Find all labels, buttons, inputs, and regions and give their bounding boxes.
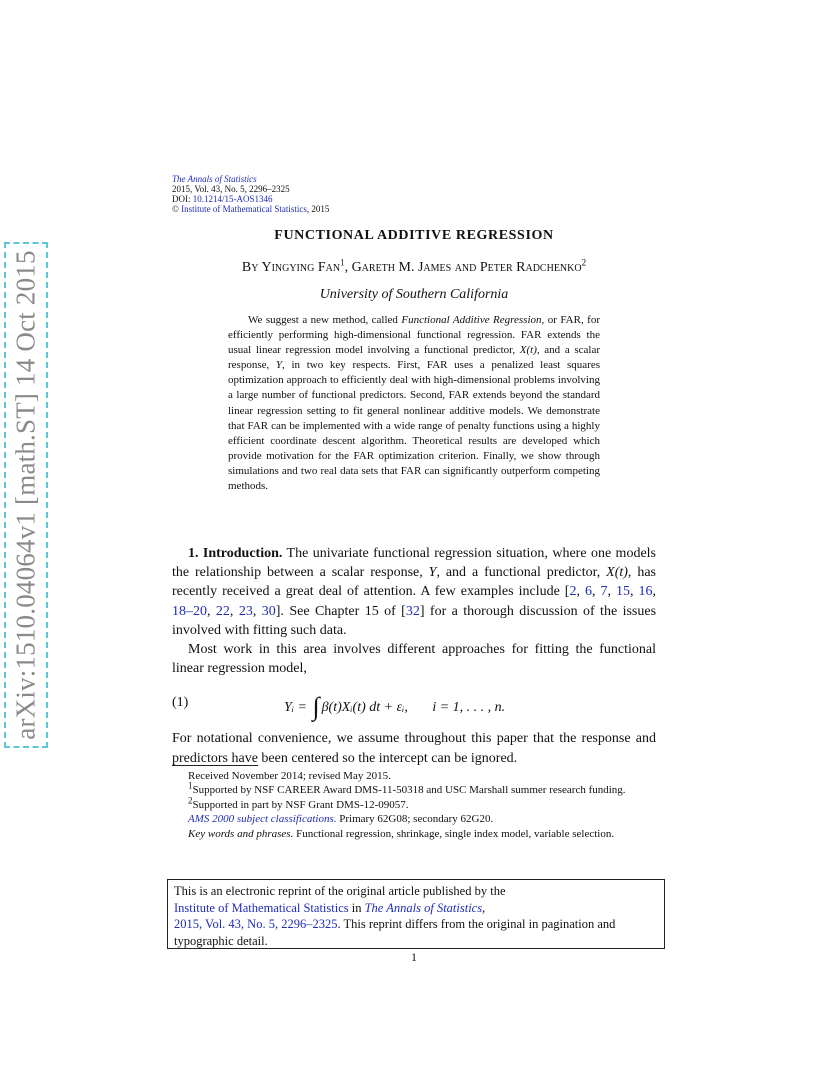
footnotes [172, 769, 656, 841]
intro-paragraph-2: Most work in this area involves different approaches for fitting the functional linear regression model, [172, 642, 656, 677]
footnote-1-mark: 1 [188, 780, 193, 791]
journal-name-link[interactable]: The Annals of Statistics [172, 174, 257, 184]
journal-volume: 2015, Vol. 43, No. 5, 2296–2325 [172, 184, 290, 194]
intro-text: , and a functional predictor, [436, 565, 607, 581]
arxiv-stamp [4, 242, 48, 748]
integral-sign: ∫ [312, 692, 320, 722]
footnote-mark-2: 2 [581, 257, 587, 268]
introduction-section: 1. Introduction. The univariate functional regression situation, where one models the relationship between a scalar response, Y, and a functional predictor, X(t), has recently received a great deal of attention. A few examples include [2, 6, 7, 15, 16, 18–20, 22, 23, 30]. See Chapter 15 of [32] for a thorough discussion of the issues involved with fitting such data. Most work in this area involves different approaches for fitting the functional linear regression model, (1) Yᵢ = ∫ β(t)Xᵢ(t) dt + εᵢ, i = 1, . . . , n. For notational convenience, we assume throughout this paper that the response and predictors have been centered so the intercept can be ignored. [172, 544, 656, 768]
footnote-2-text: Supported in part by NSF Grant DMS-12-09057. [192, 798, 409, 811]
footnote-2-mark: 2 [188, 795, 193, 806]
ams-classification-text: Primary 62G08; secondary 62G20. [336, 813, 494, 826]
author-line [0, 257, 828, 276]
annals-link[interactable]: The Annals of Statistics [364, 900, 483, 915]
abstract-math-xt: X(t) [519, 344, 537, 357]
publisher-link[interactable]: Institute of Mathematical Statistics [181, 204, 307, 214]
paper-title: FUNCTIONAL ADDITIVE REGRESSION [274, 228, 554, 243]
author-fan: Yingying Fan [261, 260, 341, 275]
citation-link[interactable]: 32 [405, 603, 420, 619]
citation-link[interactable]: 16 [638, 584, 653, 600]
intro-paragraph-3: For notational convenience, we assume throughout this paper that the response and predictors have been centered so the intercept can be ignored. [172, 731, 656, 766]
equation-rhs: β(t)Xᵢ(t) dt + εᵢ, [321, 700, 408, 716]
math-xt: X(t) [606, 565, 628, 581]
abstract-math-y: Y [275, 359, 283, 372]
abstract-text: We suggest a new method, called [248, 314, 402, 326]
math-y: Y [428, 565, 437, 581]
citation-link[interactable]: 18–20 [172, 603, 207, 619]
equation-lhs: Yᵢ = [284, 700, 311, 716]
volume-link[interactable]: 2015, Vol. 43, No. 5, 2296–2325 [174, 917, 338, 931]
equation-index-range: i = 1, . . . , n. [432, 700, 506, 716]
citation-link[interactable]: 30 [261, 603, 276, 619]
reprint-notice [167, 879, 665, 949]
keywords-label: Key words and phrases. [188, 827, 294, 840]
citation-link[interactable]: 23 [238, 603, 253, 619]
intro-text: ]. See Chapter 15 of [ [275, 603, 406, 619]
by-label: By [241, 260, 262, 275]
intro-text: The univariate functional regression situation, where one models the relationship between a scalar response, [172, 546, 656, 581]
abstract-text: , in two key respects. First, FAR uses a penalized least squares optimization approach to efficiently deal with high-dimensional problems involving a large number of functional predictors. Second, FAR extends beyond the standard linear regression setting to fit general nonlinear additive models. We demonstrate that FAR can be implemented with a wide range of penalty functions using a highly efficient coordinate descent algorithm. Theoretical results are developed which provide motivation for the FAR optimization criterion. Finally, we show through simulations and two real data sets that FAR can significantly outperform competing methods. [228, 359, 600, 493]
citation-link[interactable]: 22 [215, 603, 230, 619]
citation-link[interactable]: 7 [600, 584, 608, 600]
page-number: 1 [411, 950, 417, 964]
intro-text: ] for a thorough discussion of the issues involved with fitting such data. [172, 603, 657, 638]
copyright-year: , 2015 [306, 204, 330, 214]
received-date: Received November 2014; revised May 2015. [188, 770, 391, 782]
and-label: and [451, 260, 480, 275]
affiliation: University of Southern California [319, 287, 509, 302]
abstract-text: , and a scalar response, [228, 344, 600, 372]
equation-number: (1) [172, 695, 189, 711]
ims-link[interactable]: Institute of Mathematical Statistics [174, 900, 349, 915]
citation-link[interactable]: 2 [569, 584, 577, 600]
reprint-text: in [348, 900, 365, 915]
doi-link[interactable]: 10.1214/15-AOS1346 [192, 194, 273, 204]
citation-link[interactable]: 15 [616, 584, 631, 600]
reprint-text: . This reprint differs from the original in pagination and typographic detail. [174, 917, 616, 948]
arxiv-identifier: arXiv:1510.04064v1 [math.ST] 14 Oct 2015 [10, 250, 41, 740]
footnote-1-text: Supported by NSF CAREER Award DMS-11-50318 and USC Marshall summer research funding. [192, 784, 626, 797]
equation-1 [172, 681, 656, 725]
reprint-text: , [482, 900, 486, 915]
author-james: Gareth M. James [351, 260, 452, 275]
abstract [228, 313, 600, 494]
reprint-text: This is an electronic reprint of the original article published by the [174, 884, 506, 898]
doi-label: DOI: [172, 194, 193, 204]
abstract-method-name: Functional Additive Regression [401, 314, 542, 326]
author-separator: , [344, 260, 352, 275]
intro-text: , has recently received a great deal of attention. A few examples include [ [172, 565, 656, 600]
ams-classification-link[interactable]: AMS 2000 subject classifications. [188, 813, 337, 826]
citation-link[interactable]: 6 [585, 584, 592, 600]
author-radchenko: Peter Radchenko [479, 260, 582, 275]
abstract-text: , or FAR, for efficiently performing high-dimensional functional regression. FAR extends the usual linear regression model involving a functional predictor, [228, 314, 600, 357]
copyright-symbol: © [172, 204, 179, 214]
footnote-mark-1: 1 [340, 257, 345, 268]
keywords-text: Functional regression, shrinkage, single index model, variable selection. [293, 827, 615, 840]
equation-body [284, 692, 506, 722]
footnote-divider [172, 765, 258, 766]
section-heading-introduction: 1. Introduction. [188, 546, 283, 561]
journal-header [172, 174, 329, 214]
